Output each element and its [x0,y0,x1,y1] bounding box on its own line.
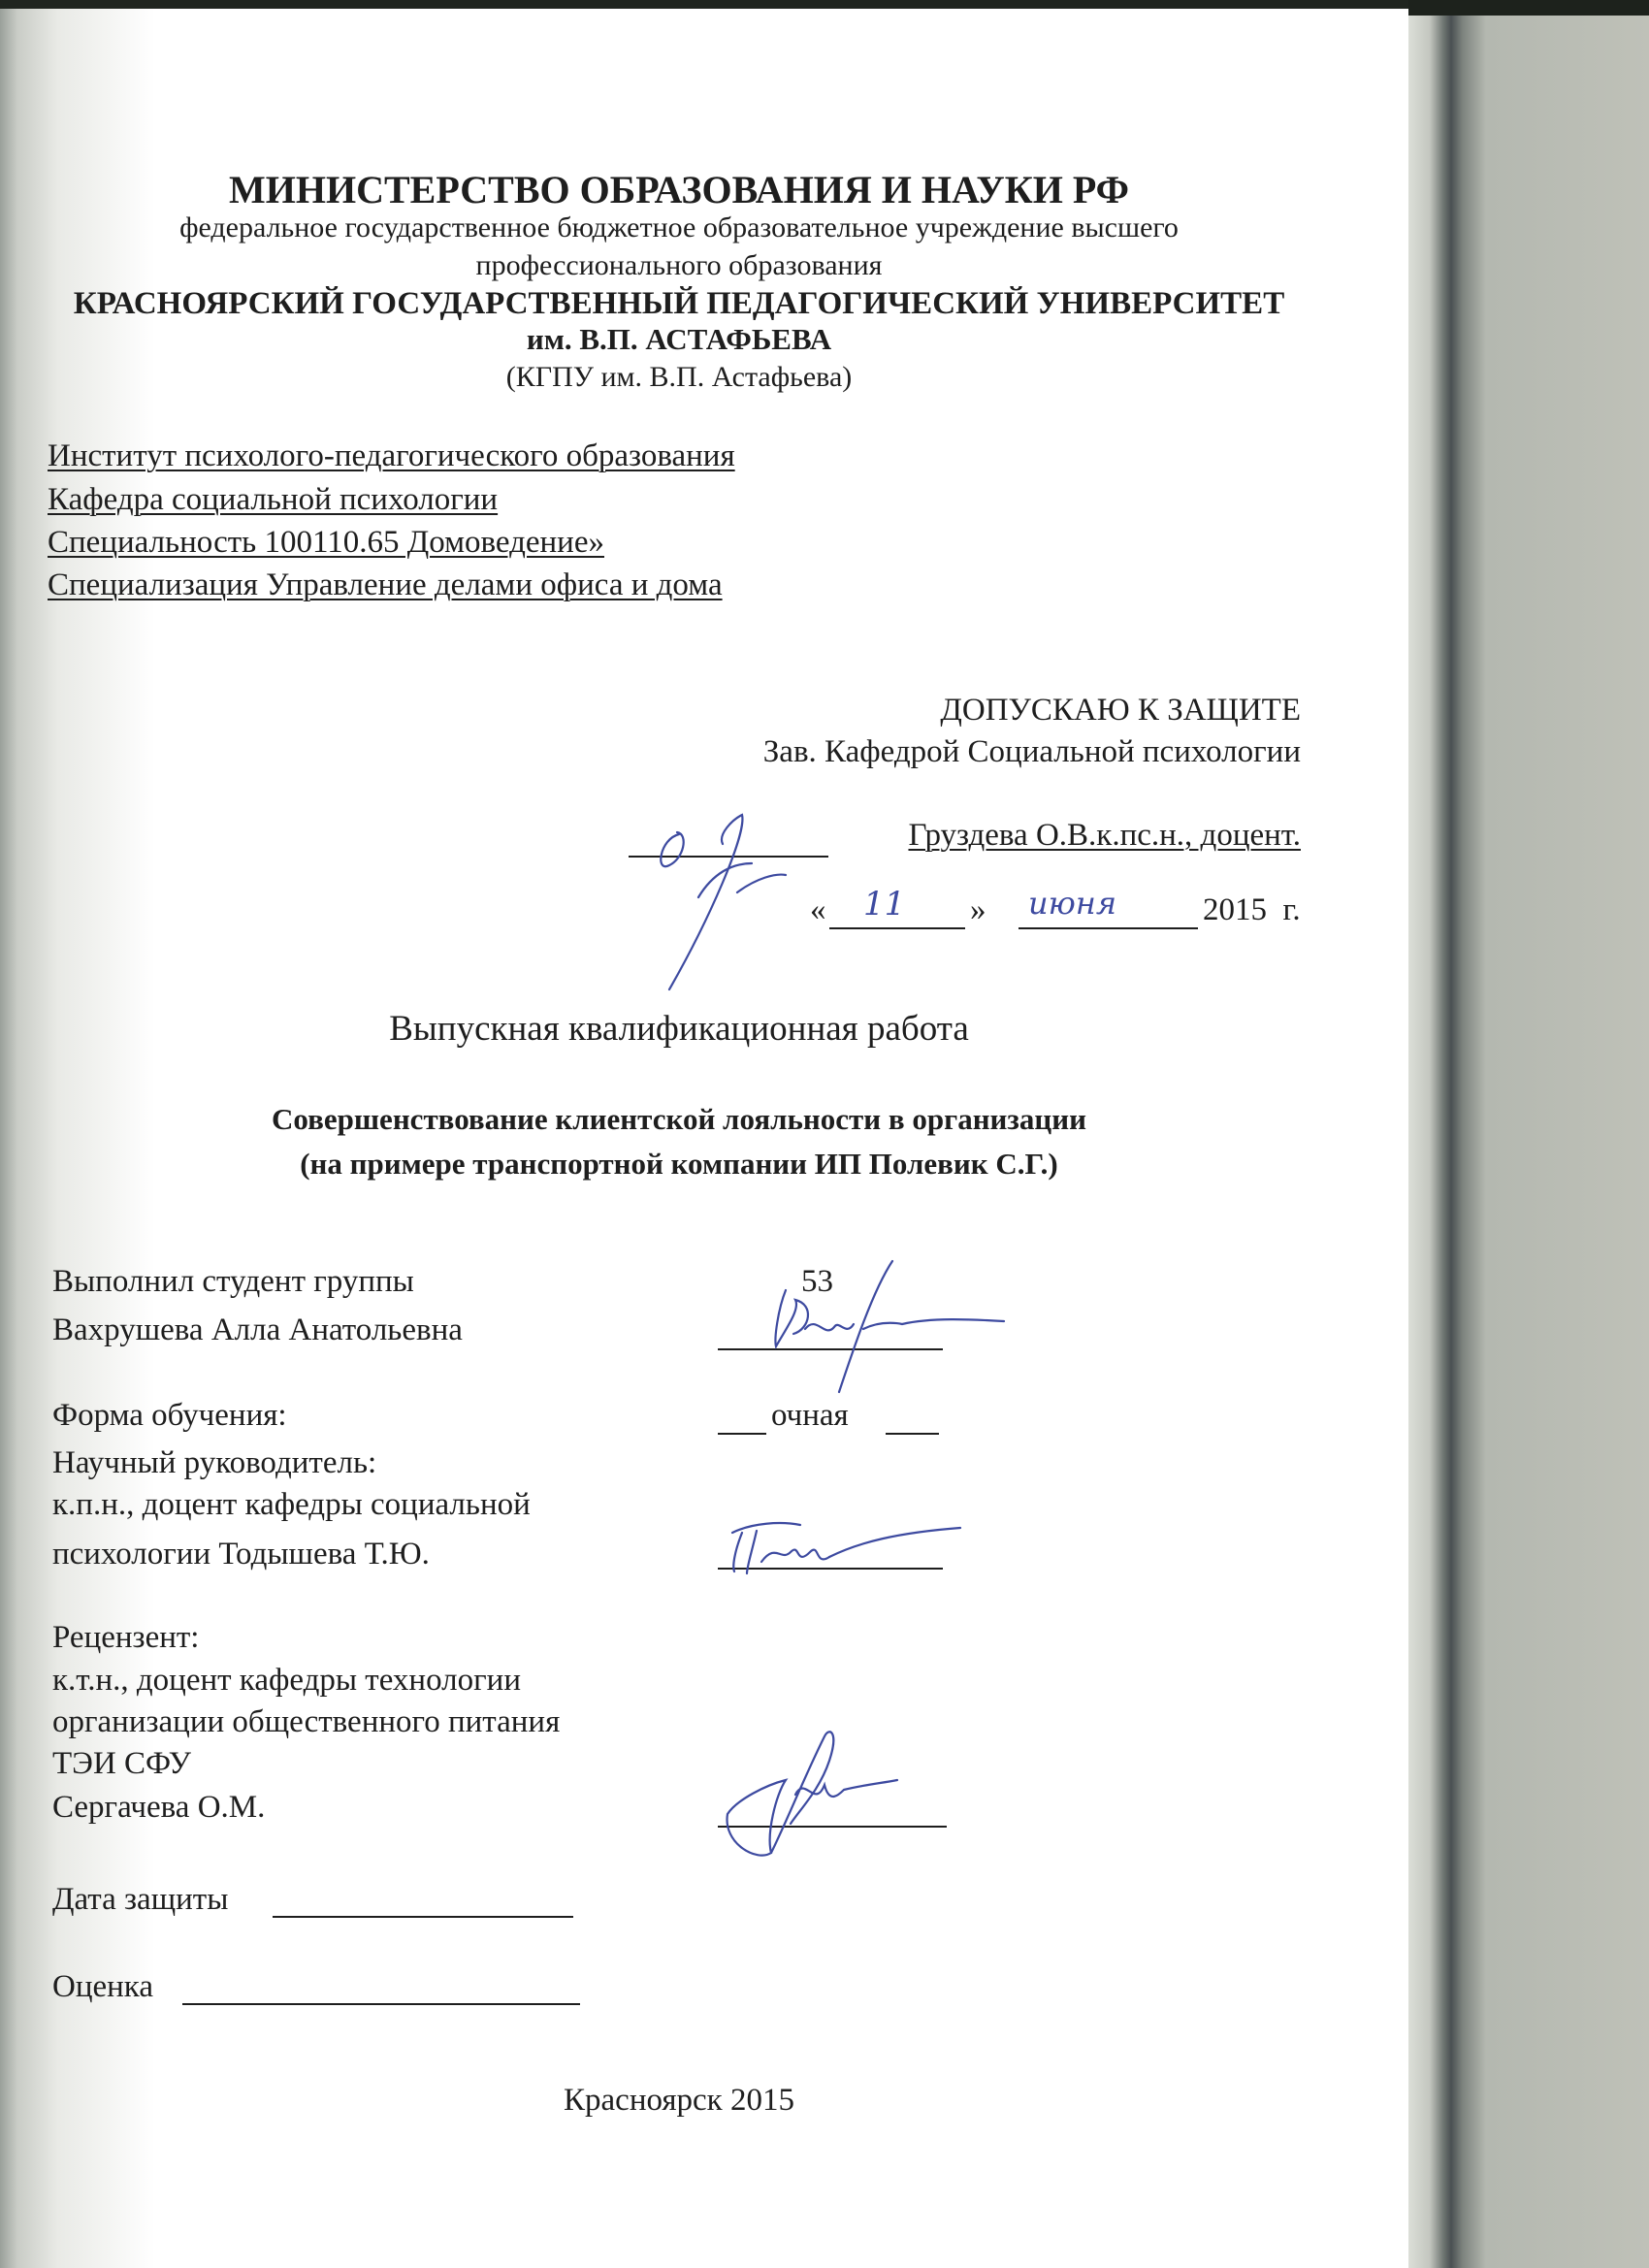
institution-type-line2: профессионального образования [475,249,883,281]
grade-label: Оценка [52,1969,153,2004]
reviewer-org: ТЭИ СФУ [52,1746,191,1781]
grade-line[interactable] [182,2003,580,2005]
work-type: Выпускная квалификационная работа [389,1009,969,1049]
date-month-line [1018,927,1198,929]
defense-date-label: Дата защиты [52,1882,229,1917]
supervisor-title-line1: к.п.н., доцент кафедры социальной [52,1487,531,1522]
study-form-line-left [718,1433,766,1435]
department: Кафедра социальной психологии [48,482,499,517]
date-open-quote: « [810,892,826,927]
approver-name: Груздева О.В.к.пс.н., доцент. [908,818,1301,853]
student-name: Вахрушева Алла Анатольевна [52,1312,463,1347]
reviewer-name: Сергачева О.М. [52,1790,266,1825]
reviewer-title-line1: к.т.н., доцент кафедры технологии [52,1663,521,1698]
university-named-after: им. В.П. АСТАФЬЕВА [526,322,832,356]
topic-line1: Совершенствование клиентской лояльности в организации [272,1102,1086,1136]
specialization: Специализация Управление делами офиса и дома [48,567,723,602]
student-group: 53 [801,1264,833,1299]
date-day-line [829,927,965,929]
approval-position: Зав. Кафедрой Социальной психологии [762,734,1301,769]
scan-edge-right [1408,9,1649,2268]
reviewer-title-line2: организации общественного питания [52,1704,561,1739]
date-day: 11 [863,885,906,923]
study-form-line-right [886,1433,939,1435]
date-close-quote: » [970,892,986,927]
city-year: Красноярск 2015 [564,2083,794,2118]
study-form-value: очная [771,1398,849,1433]
supervisor-label: Научный руководитель: [52,1445,377,1480]
ministry-heading: МИНИСТЕРСТВО ОБРАЗОВАНИЯ И НАУКИ РФ [229,168,1129,211]
student-label: Выполнил студент группы [52,1264,414,1299]
topic-line2: (на примере транспортной компании ИП Полевик С.Г.) [300,1147,1058,1181]
date-month: июня [1028,885,1117,922]
institution-type-line1: федеральное государственное бюджетное образовательное учреждение высшего [179,211,1179,243]
approval-heading: ДОПУСКАЮ К ЗАЩИТЕ [940,693,1301,728]
university-short-name: (КГПУ им. В.П. Астафьева) [505,361,853,393]
specialty: Специальность 100110.65 Домоведение» [48,525,604,560]
date-year: 2015 г. [1203,892,1301,927]
institute: Институт психолого-педагогического образования [48,438,735,473]
reviewer-signature [718,1717,912,1872]
student-signature [757,1251,1009,1397]
supervisor-signature [723,1513,975,1581]
supervisor-title-line2: психологии Тодышева Т.Ю. [52,1537,430,1571]
scan-corner-right [1408,0,1649,16]
study-form-label: Форма обучения: [52,1398,287,1433]
defense-date-line[interactable] [273,1916,573,1918]
scan-edge-top [0,0,1649,9]
reviewer-label: Рецензент: [52,1620,200,1655]
university-name: КРАСНОЯРСКИЙ ГОСУДАРСТВЕННЫЙ ПЕДАГОГИЧЕСКИЙ УНИВЕРСИТЕТ [73,286,1285,321]
